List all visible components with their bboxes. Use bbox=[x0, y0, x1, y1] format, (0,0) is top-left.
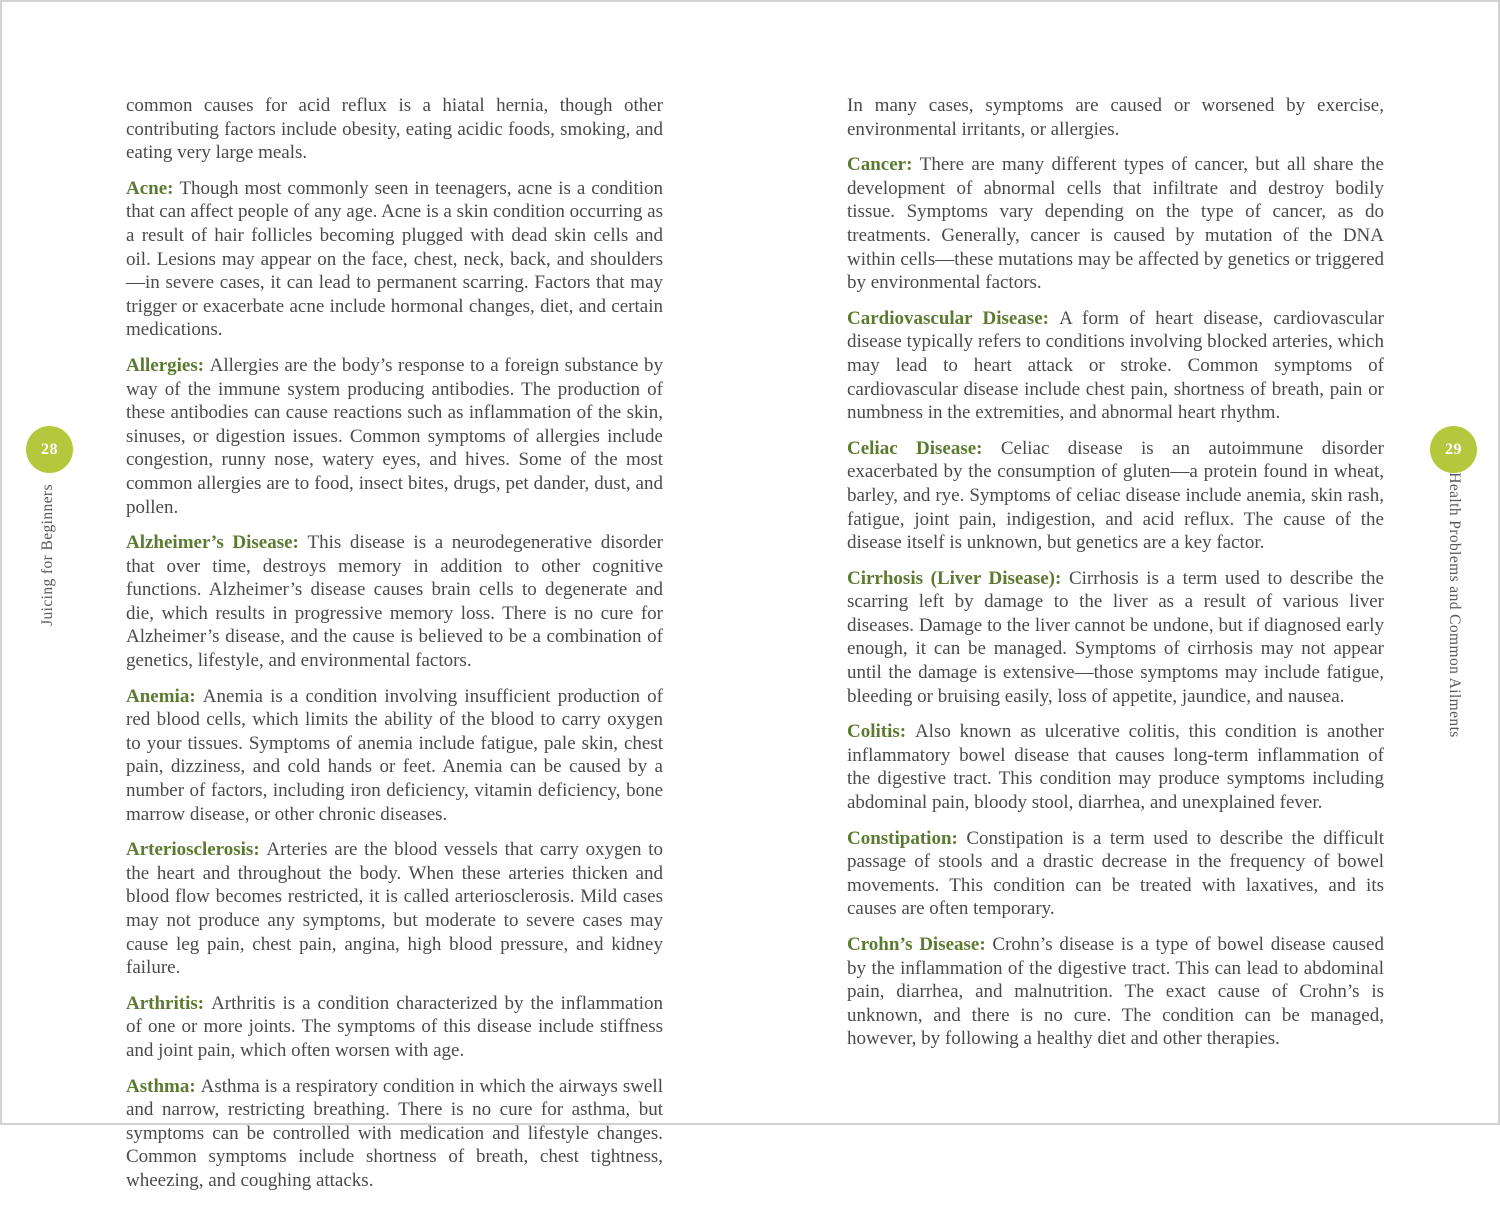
page-number-badge-right: 29 bbox=[1430, 426, 1477, 473]
entry-term: Arteriosclerosis: bbox=[126, 839, 267, 861]
entry-body: Anemia is a condition involving insufficient production of red blood cells, which limits the ability of the blood to carry oxygen to your tissues. Symptoms of anemia include fatigue, pale skin, chest pain, dizziness, and cold hands or feet. Anemia can be caused by a number of factors, including iron deficiency, vitamin deficiency, bone marrow disease, or other chronic diseases. bbox=[126, 685, 663, 825]
entry-term: Celiac Disease: bbox=[847, 437, 1001, 459]
right-page-text-column bbox=[847, 94, 1384, 1063]
entry-body: A form of heart disease, cardiovascular disease typically refers to conditions involving blocked arteries, which may lead to heart attack or stroke. Common symptoms of cardiovascular disease include chest pain, shortness of breath, pain or numbness in the extremities, and abnormal heart rhythm. bbox=[847, 307, 1385, 424]
entry-body: Though most commonly seen in teenagers, acne is a condition that can affect people of any age. Acne is a skin condition occurring as a result of hair follicles becoming plugged with dead skin cells and oil. Lesions may appear on the face, chest, neck, back, and shoulders—in severe cases, it can lead to permanent scarring. Factors that may trigger or exacerbate acne include hormonal changes, diet, and certain medications. bbox=[126, 177, 663, 341]
entry-body: Cirrhosis is a term used to describe the scarring left by damage to the liver as a result of various liver diseases. Damage to the liver cannot be undone, but if diagnosed early enough, it can be managed. Symptoms of cirrhosis may not appear until the damage is extensive—those symptoms may include fatigue, bleeding or bruising easily, loss of appetite, jaundice, and nausea. bbox=[847, 567, 1384, 707]
entry-paragraph bbox=[126, 685, 663, 827]
entry-paragraph bbox=[847, 567, 1384, 709]
entry-term: Cirrhosis (Liver Disease): bbox=[847, 567, 1069, 589]
entry-term: Asthma: bbox=[126, 1075, 201, 1097]
entry-paragraph bbox=[126, 177, 663, 342]
left-page-text-column bbox=[126, 94, 663, 1205]
entry-term: Colitis: bbox=[847, 721, 915, 743]
entry-paragraph bbox=[847, 153, 1384, 295]
entry-paragraph bbox=[126, 992, 663, 1063]
entry-body: Arthritis is a condition characterized by the inflammation of one or more joints. The symptoms of this disease include stiffness and joint pain, which often worsen with age. bbox=[126, 992, 663, 1061]
entry-paragraph bbox=[847, 827, 1384, 921]
entry-paragraph bbox=[847, 94, 1384, 141]
entry-term: Constipation: bbox=[847, 827, 967, 849]
entry-paragraph bbox=[126, 1075, 663, 1193]
margin-caption-book-title: Juicing for Beginners bbox=[39, 484, 56, 626]
entry-paragraph bbox=[847, 307, 1384, 425]
entry-body: Arteries are the blood vessels that carry oxygen to the heart and throughout the body. When these arteries thicken and blood flow becomes restricted, it is called arteriosclerosis. Mild cases may not produce any symptoms, but moderate to severe cases may cause leg pain, chest pain, angina, high blood pressure, and kidney failure. bbox=[126, 839, 663, 979]
entry-body: Also known as ulcerative colitis, this condition is another inflammatory bowel disease that causes long-term inflammation of the digestive tract. This condition may produce symptoms including abdominal pain, bloody stool, diarrhea, and unexplained fever. bbox=[847, 721, 1385, 814]
entry-body: This disease is a neurodegenerative disorder that over time, destroys memory in addition to other cognitive functions. Alzheimer’s disease causes brain cells to degenerate and die, which results in progressive memory loss. There is no cure for Alzheimer’s disease, and the cause is believed to be a combination of genetics, lifestyle, and environmental factors. bbox=[126, 532, 663, 672]
entry-term: Acne: bbox=[126, 177, 180, 199]
entry-body: Celiac disease is an autoimmune disorder exacerbated by the consumption of gluten—a protein found in wheat, barley, and rye. Symptoms of celiac disease include anemia, skin rash, fatigue, joint pain, indigestion, and acid reflux. The cause of the disease itself is unknown, but genetics are a key factor. bbox=[847, 437, 1384, 554]
entry-term: Arthritis: bbox=[126, 992, 212, 1014]
entry-body: There are many different types of cancer, but all share the development of abnormal cells that infiltrate and destroy bodily tissue. Symptoms vary depending on the type of cancer, as do treatments. Generally, cancer is caused by mutation of the DNA within cells—these mutations may be affected by genetics or triggered by environmental factors. bbox=[847, 154, 1384, 294]
entry-term: Alzheimer’s Disease: bbox=[126, 532, 308, 554]
entry-paragraph bbox=[126, 531, 663, 673]
entry-body: Constipation is a term used to describe the difficult passage of stools and a drastic decrease in the frequency of bowel movements. This condition can be treated with laxatives, and its causes are often temporary. bbox=[847, 827, 1385, 920]
entry-body: In many cases, symptoms are caused or worsened by exercise, environmental irritants, or allergies. bbox=[847, 95, 1384, 140]
entry-paragraph bbox=[126, 354, 663, 519]
entry-body: Crohn’s disease is a type of bowel disease caused by the inflammation of the digestive tract. This can lead to abdominal pain, diarrhea, and malnutrition. The exact cause of Crohn’s is unknown, and there is no cure. The condition can be managed, however, by following a healthy diet and other therapies. bbox=[847, 934, 1384, 1050]
entry-term: Allergies: bbox=[126, 354, 210, 376]
entry-paragraph bbox=[847, 437, 1384, 555]
page-number-badge-left: 28 bbox=[26, 426, 73, 473]
entry-paragraph bbox=[126, 94, 663, 165]
entry-body: Asthma is a respiratory condition in which the airways swell and narrow, restricting breathing. There is no cure for asthma, but symptoms can be controlled with medication and lifestyle changes. Common symptoms include shortness of breath, chest tightness, wheezing, and coughing attacks. bbox=[126, 1075, 663, 1191]
entry-term: Cancer: bbox=[847, 154, 920, 176]
entry-paragraph bbox=[847, 933, 1384, 1051]
entry-term: Anemia: bbox=[126, 685, 203, 707]
entry-paragraph bbox=[126, 838, 663, 980]
entry-term: Crohn’s Disease: bbox=[847, 934, 993, 955]
entry-body: common causes for acid reflux is a hiatal hernia, though other contributing factors include obesity, eating acidic foods, smoking, and eating very large meals. bbox=[126, 95, 663, 164]
entry-paragraph bbox=[847, 720, 1384, 814]
entry-body: Allergies are the body’s response to a foreign substance by way of the immune system producing antibodies. The production of these antibodies can cause reactions such as inflammation of the skin, sinuses, or digestion issues. Common symptoms of allergies include congestion, runny nose, watery eyes, and hives. Some of the most common allergies are to food, insect bites, drugs, pet dander, dust, and pollen. bbox=[126, 354, 663, 518]
margin-caption-chapter-title: Health Problems and Common Ailments bbox=[1446, 472, 1463, 738]
entry-term: Cardiovascular Disease: bbox=[847, 307, 1060, 329]
